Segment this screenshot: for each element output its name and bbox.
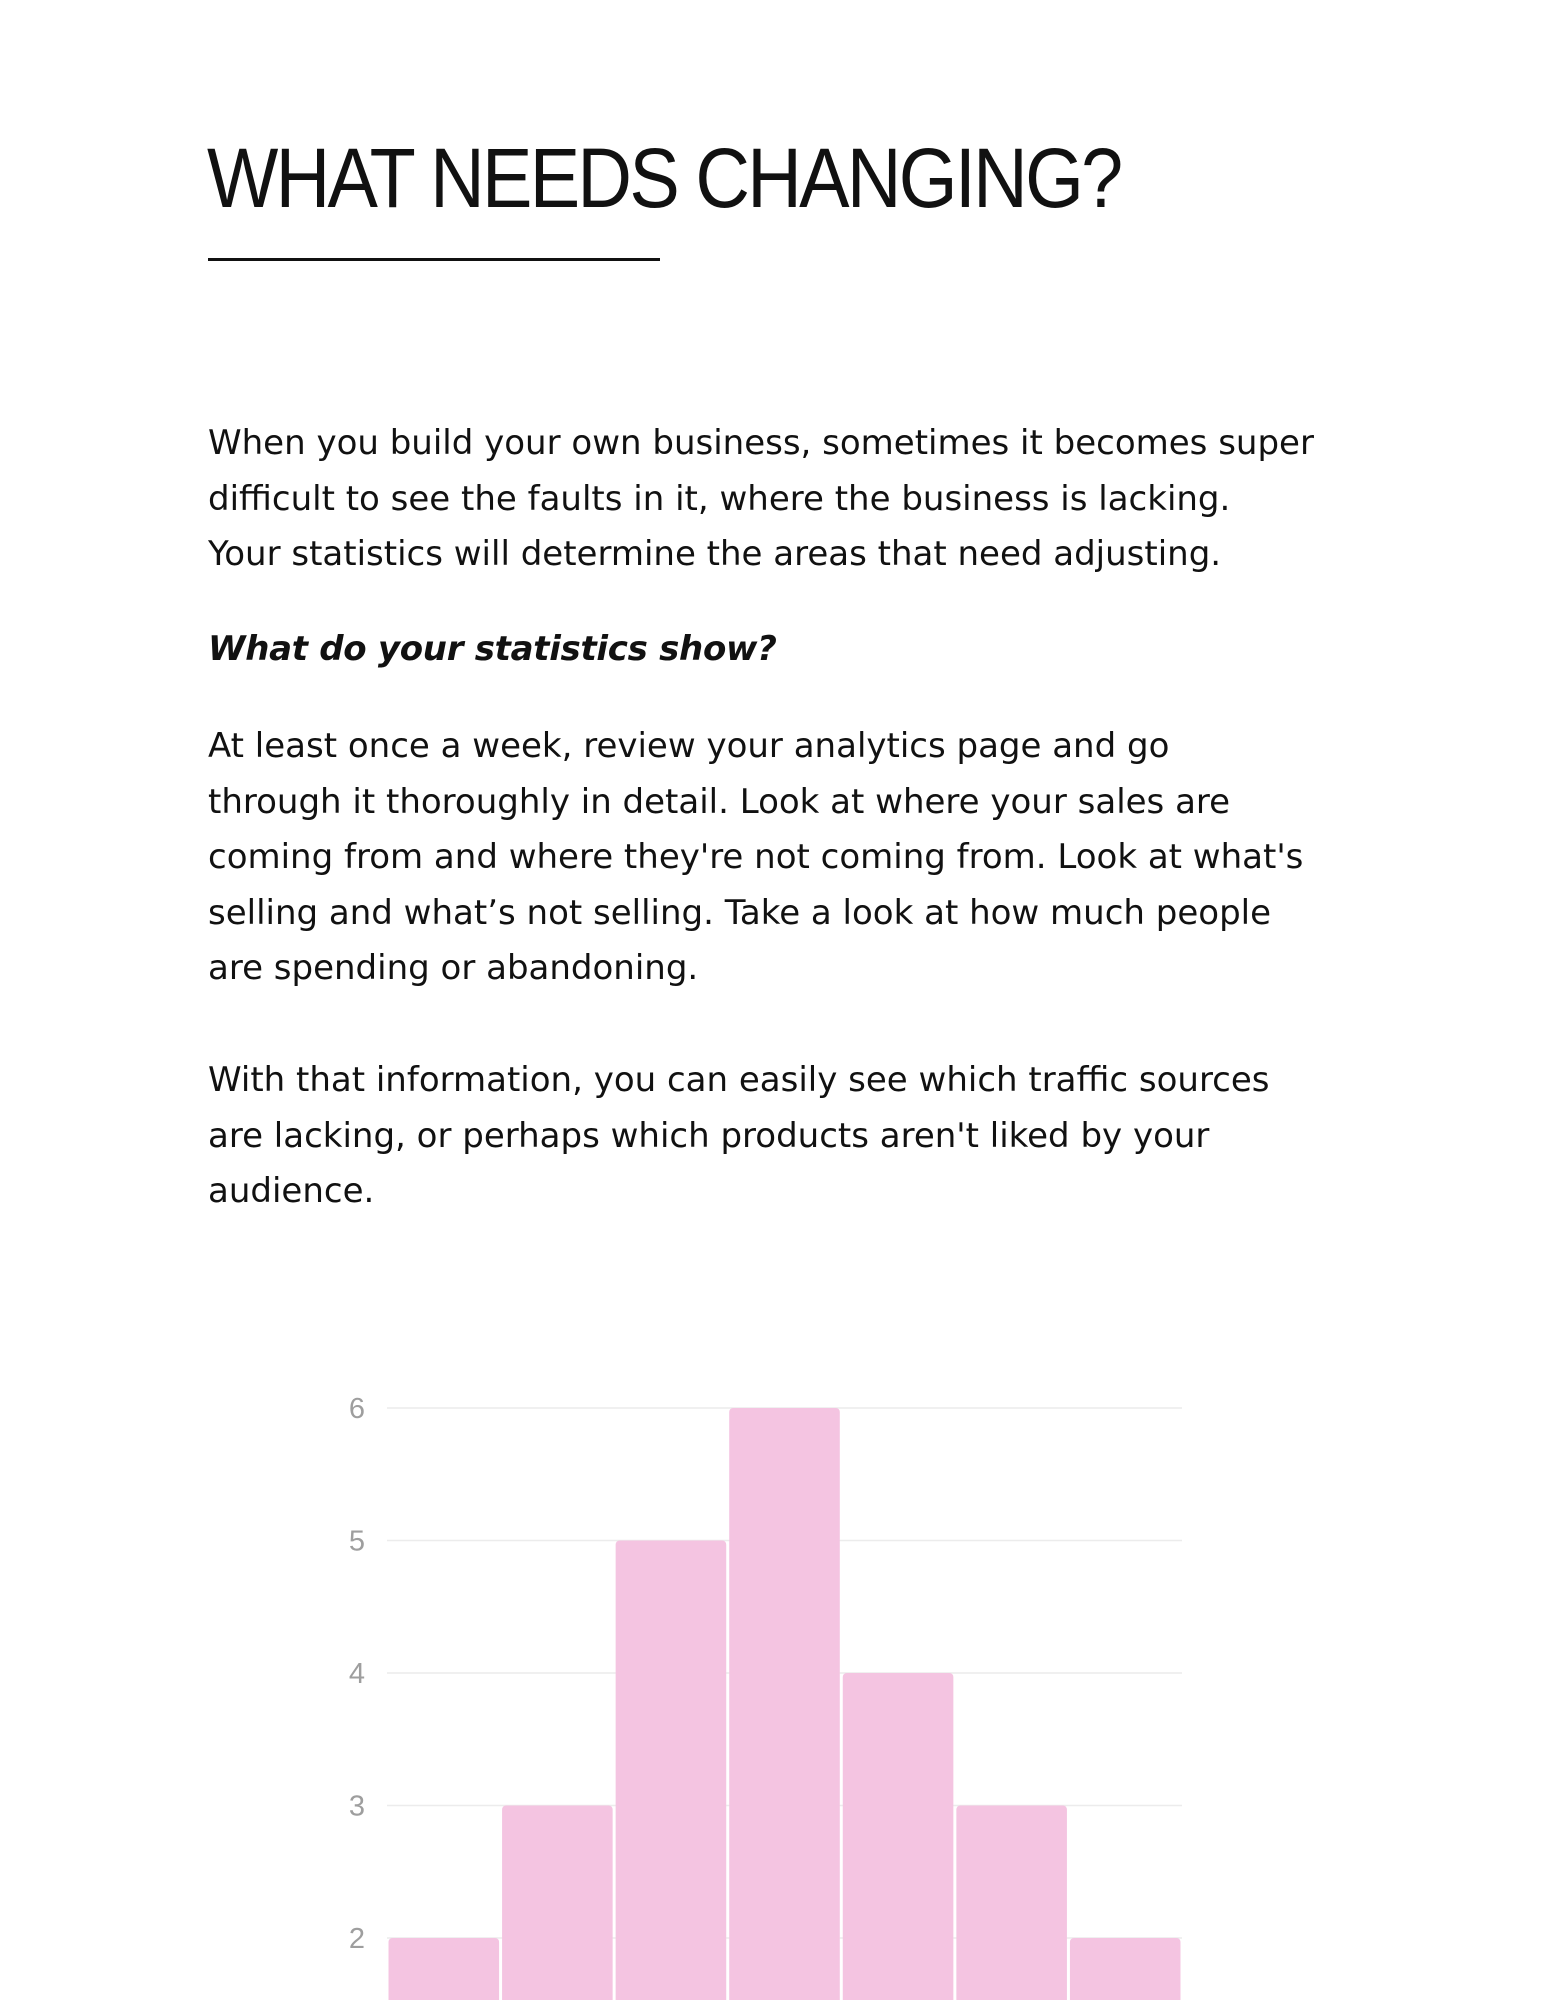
conclusion-paragraph: [208, 1053, 1338, 1220]
chart-bar: [956, 1806, 1067, 2000]
chart-bars: [389, 1408, 1181, 2000]
chart-bar: [843, 1673, 954, 2000]
paragraph-line: through it thoroughly in detail. Look at where your sales are: [208, 781, 1231, 822]
y-tick-label: 2: [348, 1923, 365, 1955]
paragraph-line: With that information, you can easily see which traffic sources: [208, 1060, 1270, 1100]
chart-bar: [729, 1408, 840, 2000]
paragraph-line: are lacking, or perhaps which products aren't liked by your: [208, 1115, 1210, 1156]
paragraph-line: When you build your own business, sometimes it becomes super: [208, 423, 1314, 463]
paragraph-line: Your statistics will determine the areas that need adjusting.: [208, 534, 1222, 574]
paragraph-line: are spending or abandoning.: [208, 948, 699, 988]
intro-paragraph: [208, 416, 1338, 583]
chart-bar: [616, 1541, 727, 2000]
paragraph-line: difficult to see the faults in it, where the business is lacking.: [208, 478, 1231, 519]
y-tick-label: 5: [348, 1525, 365, 1558]
bar-chart: [0, 1340, 1545, 2000]
y-tick-label: 6: [348, 1393, 365, 1425]
analytics-paragraph: [208, 719, 1338, 997]
paragraph-line: At least once a week, review your analytics page and go: [208, 726, 1170, 766]
section-question: What do your statistics show?: [208, 629, 777, 669]
paragraph-line: audience.: [208, 1171, 375, 1211]
paragraph-line: selling and what’s not selling. Take a look at how much people: [208, 892, 1272, 933]
title-underline: [208, 258, 660, 261]
y-tick-label: 4: [348, 1658, 365, 1690]
chart-y-axis: [349, 1393, 365, 1955]
chart-bar: [389, 1938, 500, 2000]
y-tick-label: 3: [348, 1790, 365, 1823]
chart-bar: [1070, 1938, 1181, 2000]
page-title: WHAT NEEDS CHANGING?: [207, 131, 1121, 225]
paragraph-line: coming from and where they're not coming from. Look at what's: [208, 837, 1304, 877]
chart-bar: [502, 1806, 613, 2000]
